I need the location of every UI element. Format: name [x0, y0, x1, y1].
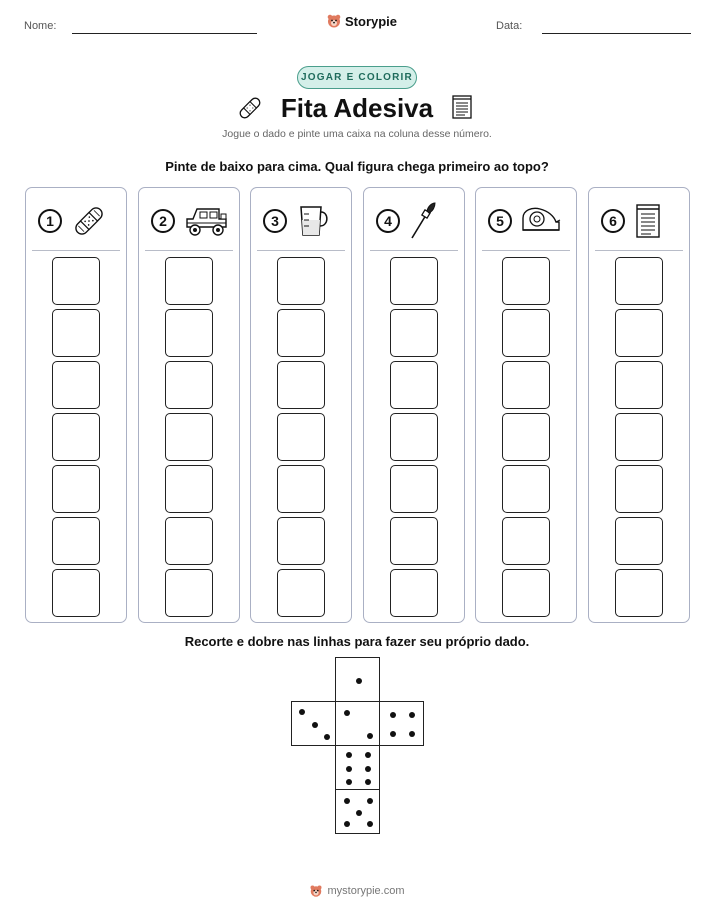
die-face-1 [335, 657, 380, 702]
color-box[interactable] [502, 361, 550, 409]
color-box[interactable] [615, 517, 663, 565]
color-box[interactable] [390, 569, 438, 617]
color-box[interactable] [615, 257, 663, 305]
column-2 [138, 187, 240, 623]
color-box[interactable] [165, 257, 213, 305]
die-pip [324, 734, 330, 740]
color-box[interactable] [52, 361, 100, 409]
column-divider [145, 250, 233, 251]
bandage-icon [70, 202, 108, 240]
column-header [376, 200, 456, 242]
column-divider [257, 250, 345, 251]
die-pip [346, 766, 352, 772]
storypie-logo [326, 13, 397, 29]
color-box[interactable] [615, 309, 663, 357]
die-pip [390, 731, 396, 737]
name-label: Nome: [24, 20, 57, 32]
date-label: Data: [496, 20, 523, 32]
column-header [38, 200, 118, 242]
color-box[interactable] [277, 413, 325, 461]
column-5 [475, 187, 577, 623]
die-pip [346, 752, 352, 758]
die-pip [365, 752, 371, 758]
color-box[interactable] [615, 569, 663, 617]
die-pip [367, 821, 373, 827]
instruction-top: Pinte de baixo para cima. Qual figura chega primeiro ao topo? [165, 159, 549, 174]
column-header [263, 200, 343, 242]
die-pip [367, 733, 373, 739]
die-pip [365, 779, 371, 785]
color-box[interactable] [502, 309, 550, 357]
color-box[interactable] [165, 517, 213, 565]
column-divider [370, 250, 458, 251]
column-4 [363, 187, 465, 623]
color-box[interactable] [615, 465, 663, 513]
color-box[interactable] [277, 361, 325, 409]
footer [0, 884, 714, 898]
column-header [151, 200, 231, 242]
color-box[interactable] [52, 517, 100, 565]
color-box[interactable] [165, 361, 213, 409]
tape-dispenser-icon [520, 204, 562, 238]
color-box[interactable] [615, 413, 663, 461]
color-box[interactable] [277, 465, 325, 513]
notepad-icon [451, 94, 473, 120]
color-box[interactable] [277, 309, 325, 357]
column-header [488, 200, 568, 242]
color-box[interactable] [277, 569, 325, 617]
die-pip [346, 779, 352, 785]
die-face-6 [335, 745, 380, 790]
color-box[interactable] [502, 517, 550, 565]
date-line[interactable] [542, 33, 691, 34]
color-box[interactable] [52, 569, 100, 617]
color-box[interactable] [502, 569, 550, 617]
notepad-icon [633, 202, 663, 240]
color-box[interactable] [277, 257, 325, 305]
column-number: 5 [488, 209, 512, 233]
color-box[interactable] [615, 361, 663, 409]
die-pip [409, 731, 415, 737]
measuring-cup-icon [295, 202, 331, 240]
color-box[interactable] [502, 413, 550, 461]
color-box[interactable] [52, 257, 100, 305]
column-number: 3 [263, 209, 287, 233]
color-box[interactable] [165, 309, 213, 357]
footer-url: mystorypie.com [327, 885, 405, 897]
die-pip [344, 710, 350, 716]
column-number: 1 [38, 209, 62, 233]
die-pip [365, 766, 371, 772]
color-box[interactable] [52, 465, 100, 513]
paintbrush-icon [408, 201, 438, 241]
die-face-2 [335, 701, 380, 746]
column-divider [595, 250, 683, 251]
color-box[interactable] [390, 465, 438, 513]
column-number: 2 [151, 209, 175, 233]
subtitle: Jogue o dado e pinte uma caixa na coluna desse número. [222, 128, 492, 140]
die-pip [344, 821, 350, 827]
die-pip [409, 712, 415, 718]
color-box[interactable] [165, 465, 213, 513]
column-6 [588, 187, 690, 623]
page-title: Fita Adesiva [280, 93, 434, 123]
column-divider [482, 250, 570, 251]
color-box[interactable] [52, 309, 100, 357]
column-header [601, 200, 681, 242]
logo-text: Storypie [345, 13, 398, 29]
die-pip [367, 798, 373, 804]
die-pip [390, 712, 396, 718]
color-box[interactable] [390, 517, 438, 565]
die-face-5 [335, 789, 380, 834]
bear-logo-icon [309, 884, 323, 898]
color-box[interactable] [165, 569, 213, 617]
die-face-3 [291, 701, 336, 746]
die-pip [299, 709, 305, 715]
die-pip [356, 810, 362, 816]
color-box[interactable] [502, 257, 550, 305]
column-number: 4 [376, 209, 400, 233]
instruction-bottom: Recorte e dobre nas linhas para fazer seu próprio dado. [184, 634, 530, 649]
color-box[interactable] [52, 413, 100, 461]
column-1 [25, 187, 127, 623]
color-box[interactable] [165, 413, 213, 461]
jeep-icon [183, 203, 229, 239]
color-box[interactable] [502, 465, 550, 513]
category-badge: JOGAR E COLORIR [297, 66, 417, 89]
column-3 [250, 187, 352, 623]
column-number: 6 [601, 209, 625, 233]
color-box[interactable] [390, 309, 438, 357]
color-box[interactable] [390, 413, 438, 461]
die-face-4 [379, 701, 424, 746]
name-line[interactable] [72, 33, 257, 34]
color-box[interactable] [390, 257, 438, 305]
die-pip [312, 722, 318, 728]
bear-logo-icon [326, 13, 342, 29]
die-pip [356, 678, 362, 684]
column-divider [32, 250, 120, 251]
color-box[interactable] [390, 361, 438, 409]
color-box[interactable] [277, 517, 325, 565]
die-pip [344, 798, 350, 804]
